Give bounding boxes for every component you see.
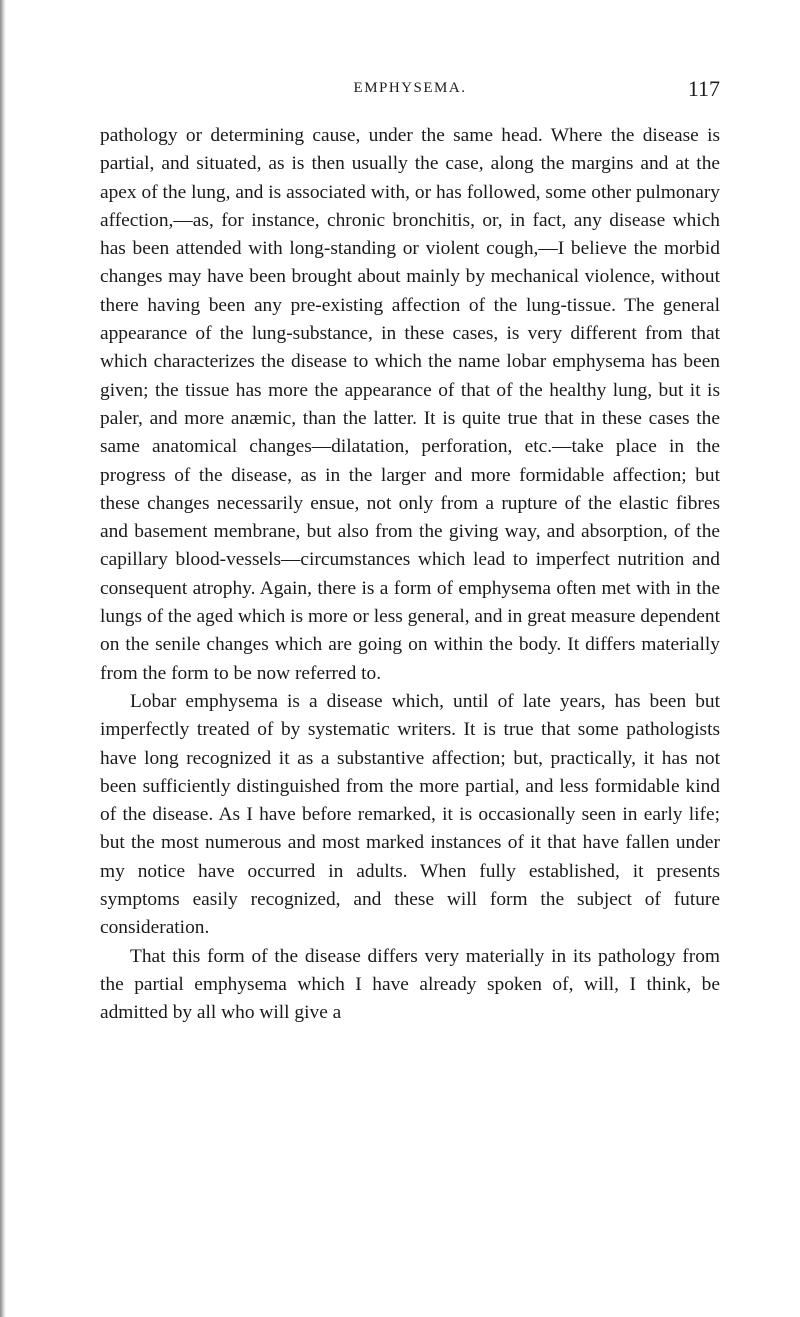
binding-gutter-shadow	[0, 0, 6, 1317]
paragraph-2: Lobar emphysema is a disease which, until of late years, has been but imperfectly treated of by systematic writers. It is true that some pathologists have long recognized it as a substantive affection; but, practically, it has not been sufficiently distinguished from the more partial, and less formidable kind of the disease. As I have before remarked, it is occasionally seen in early life; but the most numerous and most marked instances of it that have fallen under my notice have occurred in adults. When fully established, it presents symptoms easily recognized, and these will form the subject of future consideration.	[100, 690, 720, 939]
paragraph-3: That this form of the disease differs very materially in its pathology from the partial emphysema which I have already spoken of, will, I think, be admitted by all who will give a	[100, 945, 720, 1024]
running-head	[100, 76, 720, 102]
body-text	[100, 122, 720, 1028]
page-number: 117	[687, 76, 720, 101]
paragraph-1: pathology or determining cause, under the same head. Where the disease is partial, and situated, as is then usually the case, along the margins and at the apex of the lung, and is associated with, or has followed, some other pulmonary affection,—as, for instance, chronic bronchitis, or, in fact, any disease which has been attended with long-standing or violent cough,—I believe the morbid changes may have been brought about mainly by mechanical violence, without there having been any pre-existing affection of the lung-tissue. The general appearance of the lung-substance, in these cases, is very different from that which characterizes the disease to which the name lobar emphysema has been given; the tissue has more the appearance of that of the healthy lung, but it is paler, and more anæmic, than the latter. It is quite true that in these cases the same anatomical changes—dilatation, perforation, etc.—take place in the progress of the disease, as in the larger and more formidable affection; but these changes necessarily ensue, not only from a rupture of the elastic fibres and basement membrane, but also from the giving way, and absorption, of the capillary blood-vessels—circumstances which lead to imperfect nutrition and consequent atrophy. Again, there is a form of emphysema often met with in the lungs of the aged which is more or less general, and in great measure dependent on the senile changes which are going on within the body. It differs materially from the form to be now referred to.	[100, 125, 720, 684]
running-title: EMPHYSEMA.	[353, 80, 467, 96]
